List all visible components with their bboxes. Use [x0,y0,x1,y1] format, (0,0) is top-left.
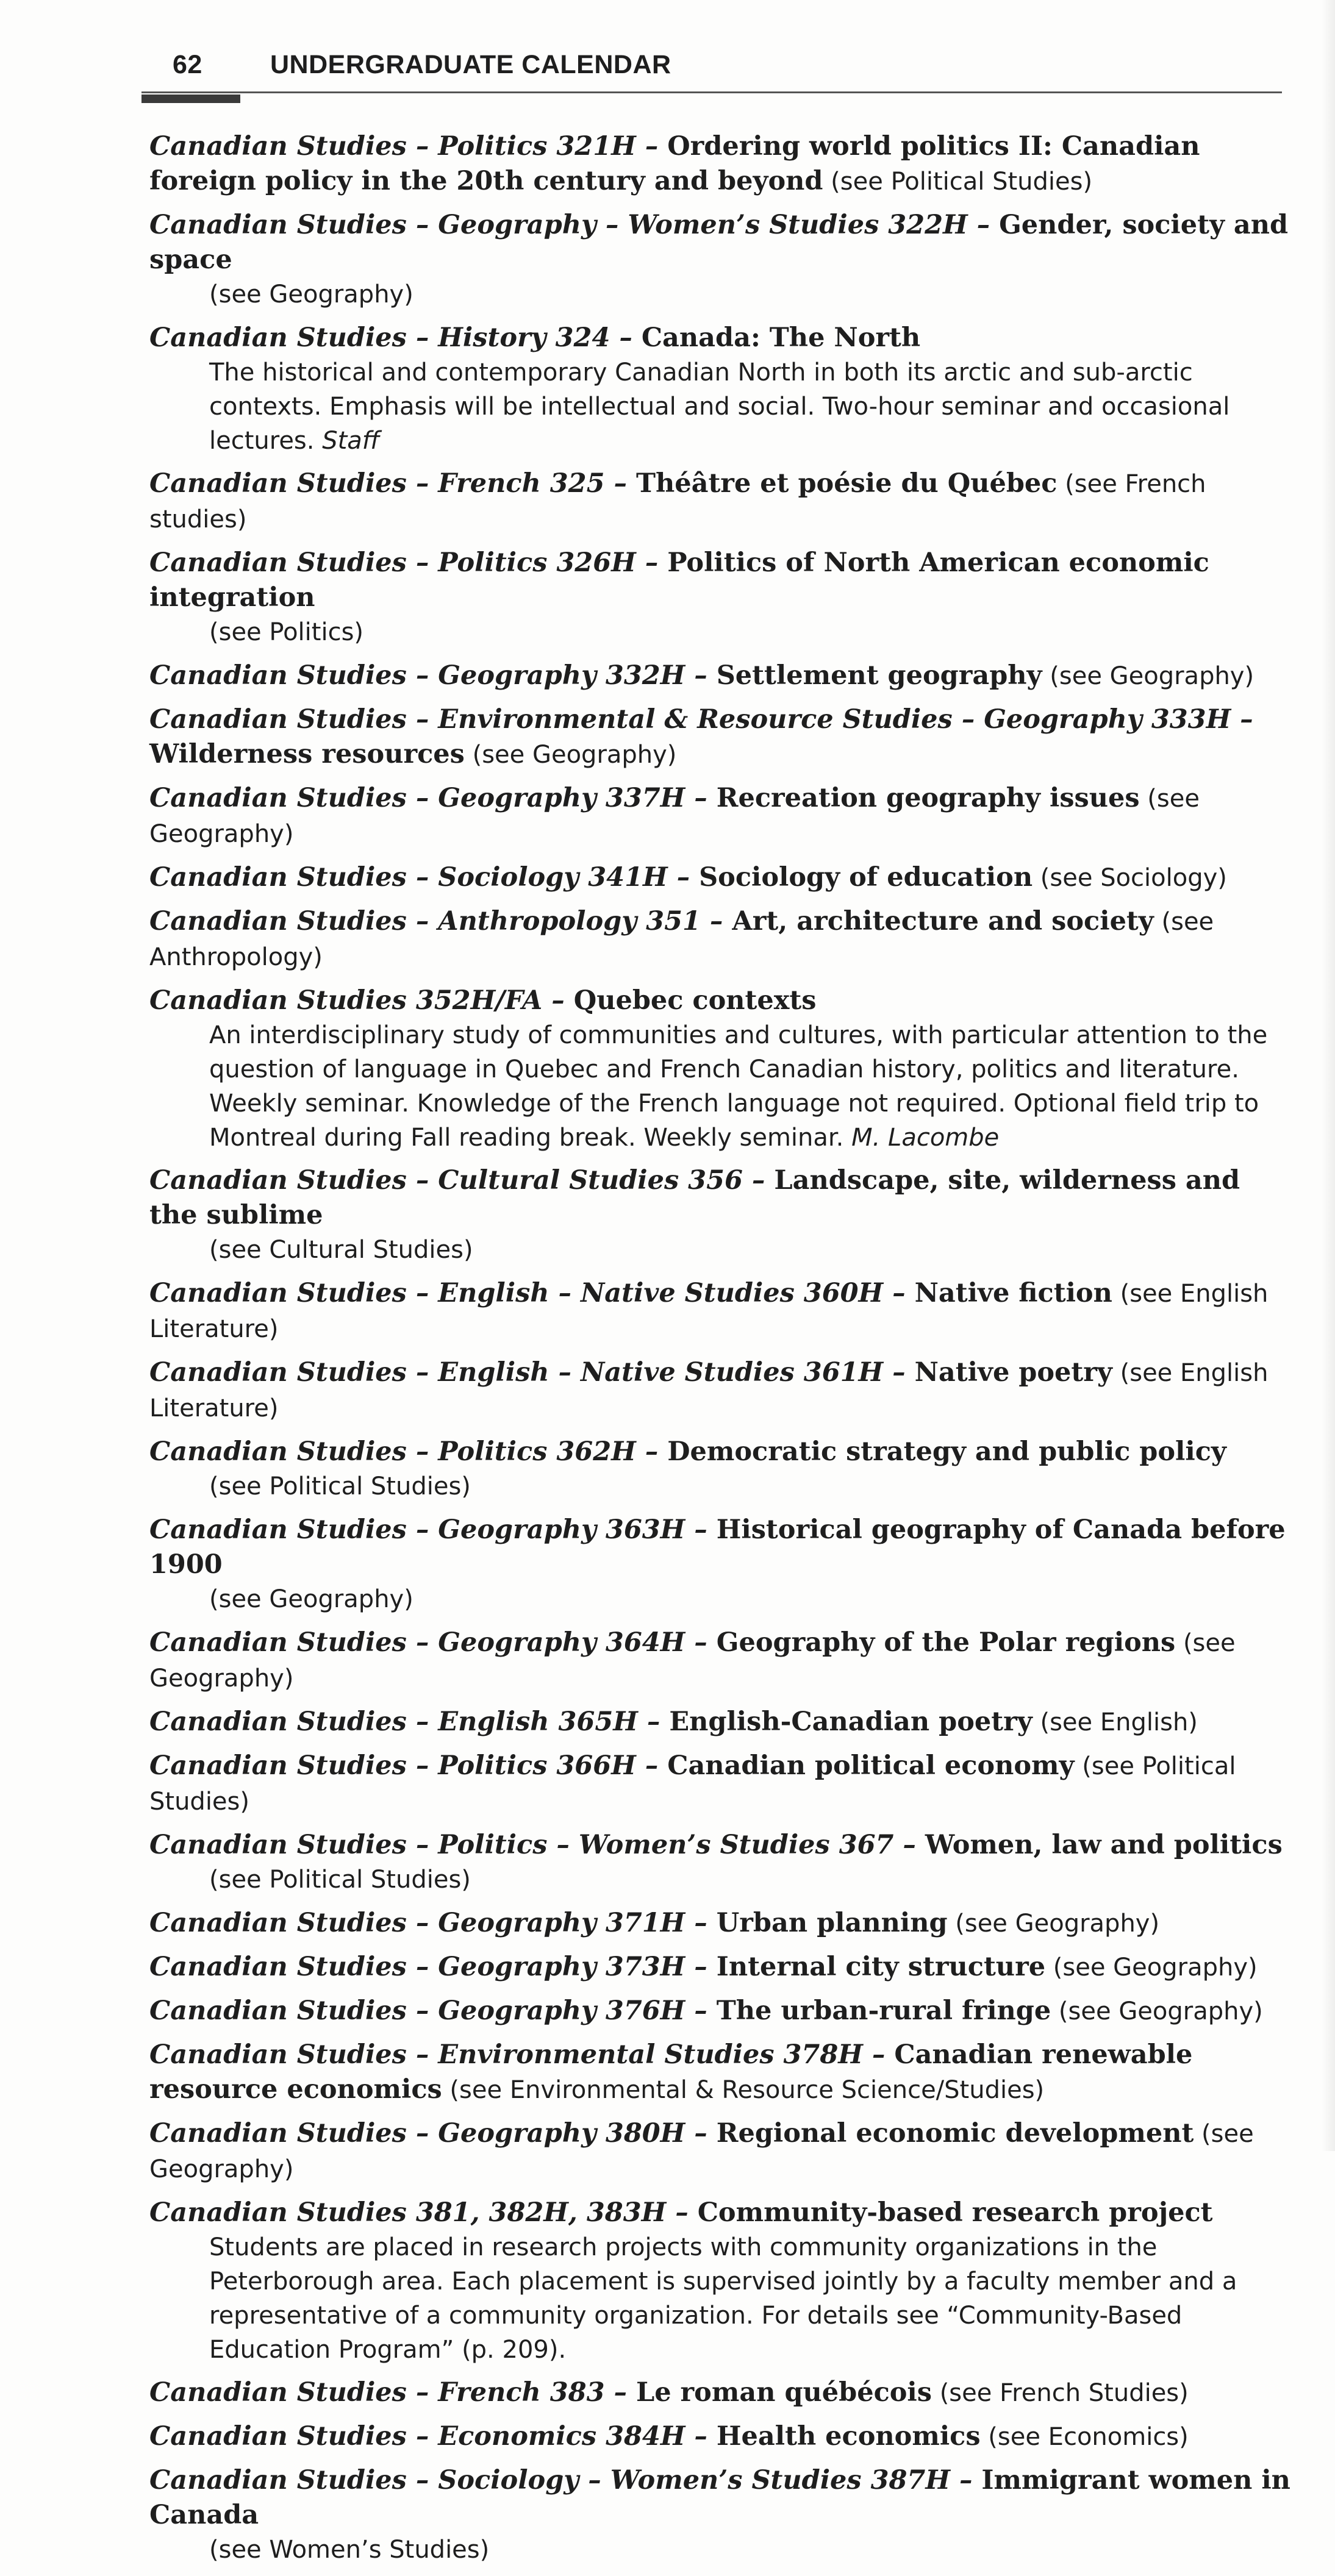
course-code: Canadian Studies – Geography 376H – [149,1996,717,2026]
cross-reference: (see Economics) [980,2423,1189,2451]
course-code: Canadian Studies – French 383 – [149,2377,636,2408]
course-title: Women, law and politics [925,1830,1283,1860]
cross-reference: (see Cultural Studies) [209,1236,473,1264]
course-entry [149,1994,1296,2029]
course-entry [149,208,1296,312]
course-title: Health economics [716,2421,981,2452]
course-title: Community-based research project [697,2197,1213,2228]
course-title: Wilderness resources [149,739,465,769]
course-code: Canadian Studies 352H/FA – [149,985,574,1016]
course-code: Canadian Studies – Economics 384H – [149,2421,717,2452]
course-entry [149,2116,1296,2187]
course-title: Politics of North American economic integration [149,548,1209,613]
course-entry [149,2038,1296,2108]
cross-reference: (see Geography) [1042,662,1254,690]
course-title: Internal city structure [716,1952,1046,1982]
course-description [149,355,1296,458]
course-code: Canadian Studies – Geography 332H – [149,660,717,691]
course-code: Canadian Studies – English 365H – [149,1707,670,1737]
course-title: Gender, society and space [149,210,1289,275]
course-entry [149,1513,1296,1617]
course-description [149,2230,1296,2367]
cross-reference: (see English Literature) [149,1359,1269,1422]
cross-reference: (see Geography) [209,1585,413,1613]
cross-reference: (see English) [1032,1708,1198,1736]
course-code: Canadian Studies – Sociology – Women’s Studies 387H – [149,2465,982,2496]
instructor-name: Staff [322,427,380,455]
course-entry [149,1749,1296,1819]
course-code: Canadian Studies – Geography 373H – [149,1952,717,1982]
cross-reference: (see Sociology) [1033,864,1227,892]
cross-reference: (see French Studies) [931,2379,1189,2407]
course-entry [149,1705,1296,1740]
course-entry [149,702,1296,772]
course-entry [149,2419,1296,2455]
cross-reference: (see Geography) [464,741,677,769]
course-title: Native fiction [914,1278,1112,1308]
course-title: The urban-rural fringe [716,1996,1051,2026]
course-entry [149,1355,1296,1426]
course-list [149,129,1296,2576]
course-code: Canadian Studies 381, 382H, 383H – [149,2197,698,2228]
cross-reference: (see English Literature) [149,1280,1269,1343]
course-title: Recreation geography issues [716,783,1140,813]
course-code: Canadian Studies – English – Native Studies 361H – [149,1357,915,1388]
cross-reference: (see French studies) [149,470,1206,533]
cross-reference: (see Geography) [149,1629,1236,1693]
course-entry [149,781,1296,852]
course-code: Canadian Studies – Geography 363H – [149,1515,717,1545]
course-title: Art, architecture and society [732,906,1154,937]
course-title: Sociology of education [699,862,1033,893]
course-code: Canadian Studies – Politics – Women’s Studies 367 – [149,1830,925,1860]
cross-reference: (see Geography) [1051,1997,1263,2025]
course-code: Canadian Studies – Politics 362H – [149,1436,668,1467]
course-title: Landscape, site, wilderness and the sublime [149,1165,1240,1230]
course-title: Regional economic development [716,2118,1194,2149]
course-title: Canadian political economy [667,1750,1075,1781]
course-entry [149,983,1296,1155]
course-code: Canadian Studies – Sociology 341H – [149,862,700,893]
course-code: Canadian Studies – Geography 337H – [149,783,717,813]
page-number: 62 [173,50,202,79]
instructor-name: M. Lacombe [851,1124,1000,1152]
course-code: Canadian Studies – Geography 371H – [149,1908,717,1938]
course-title: Native poetry [914,1357,1112,1388]
course-entry [149,1950,1296,1985]
course-entry [149,904,1296,975]
cross-reference: (see Geography) [947,1910,1160,1938]
cross-reference: (see Geography) [1045,1953,1258,1982]
course-title: Geography of the Polar regions [716,1627,1176,1658]
course-entry [149,1276,1296,1347]
course-title: Quebec contexts [573,985,817,1016]
running-title: UNDERGRADUATE CALENDAR [270,50,671,79]
course-title: Settlement geography [716,660,1042,691]
header-rule-accent [141,95,240,103]
running-head [173,50,671,80]
course-code: Canadian Studies – Cultural Studies 356 – [149,1165,775,1196]
cross-reference: (see Political Studies) [823,168,1093,196]
course-entry [149,1906,1296,1941]
course-entry [149,546,1296,650]
course-entry [149,658,1296,694]
description-text: Students are placed in research projects with community organizations in the Peterborough area. Each placement is supervised jointly by a faculty member and a representative of a community organization. For details see “Community-Based Education Program” (p. 209). [209,2233,1237,2364]
cross-reference: (see Geography) [149,785,1200,848]
cross-reference: (see Political Studies) [149,1752,1236,1816]
course-code: Canadian Studies – Anthropology 351 – [149,906,732,937]
cross-reference: (see Geography) [149,2120,1254,2183]
course-code: Canadian Studies – Politics 321H – [149,131,668,162]
course-title: Le roman québécois [635,2377,932,2408]
course-title: Théâtre et poésie du Québec [635,468,1058,499]
course-entry [149,321,1296,458]
cross-reference: (see Environmental & Resource Science/Studies) [442,2076,1045,2104]
course-code: Canadian Studies – History 324 – [149,323,642,353]
course-code: Canadian Studies – Politics 326H – [149,548,668,578]
course-title: Immigrant women in Canada [149,2465,1290,2530]
course-entry [149,1625,1296,1696]
course-entry [149,1435,1296,1504]
cross-reference: (see Political Studies) [209,1472,471,1500]
course-code: Canadian Studies – French 325 – [149,468,636,499]
course-entry [149,860,1296,896]
cross-reference: (see Political Studies) [209,1866,471,1894]
cross-reference: (see Women’s Studies) [209,2536,490,2564]
course-entry [149,1163,1296,1268]
course-entry [149,1828,1296,1897]
course-title: Historical geography of Canada before 1900 [149,1515,1286,1580]
page-edge-shadow [1322,0,1335,2151]
course-entry [149,2196,1296,2367]
course-title: Ordering world politics II: Canadian foreign policy in the 20th century and beyond [149,131,1200,196]
course-code: Canadian Studies – Environmental Studies 378H – [149,2039,895,2070]
course-title: Democratic strategy and public policy [667,1436,1226,1467]
course-code: Canadian Studies – Environmental & Resource Studies – Geography 333H – [149,704,1253,735]
course-title: English-Canadian poetry [669,1707,1033,1737]
header-rule [141,91,1282,93]
course-entry [149,2463,1296,2567]
cross-reference: (see Politics) [209,618,364,646]
course-title: Canadian renewable resource economics [149,2039,1193,2105]
description-text: An interdisciplinary study of communities and cultures, with particular attention to the question of language in Quebec and French Canadian history, politics and literature. Weekly seminar. Knowledge of the French language not required. Optional field trip to Montreal during Fall reading break. Weekly seminar. [209,1021,1268,1152]
course-title: Urban planning [716,1908,948,1938]
cross-reference: (see Geography) [209,280,413,309]
course-title: Canada: The North [641,323,921,353]
course-entry [149,2375,1296,2411]
description-text: The historical and contemporary Canadian North in both its arctic and sub-arctic contexts. Emphasis will be intellectual and social. Two-hour seminar and occasional lectures. [209,359,1230,455]
course-code: Canadian Studies – Geography 364H – [149,1627,717,1658]
course-entry [149,466,1296,537]
course-code: Canadian Studies – Politics 366H – [149,1750,668,1781]
cross-reference: (see Anthropology) [149,908,1214,971]
course-code: Canadian Studies – English – Native Studies 360H – [149,1278,915,1308]
course-code: Canadian Studies – Geography – Women’s Studies 322H – [149,210,1000,240]
course-entry [149,129,1296,199]
course-code: Canadian Studies – Geography 380H – [149,2118,717,2149]
course-description [149,1018,1296,1155]
